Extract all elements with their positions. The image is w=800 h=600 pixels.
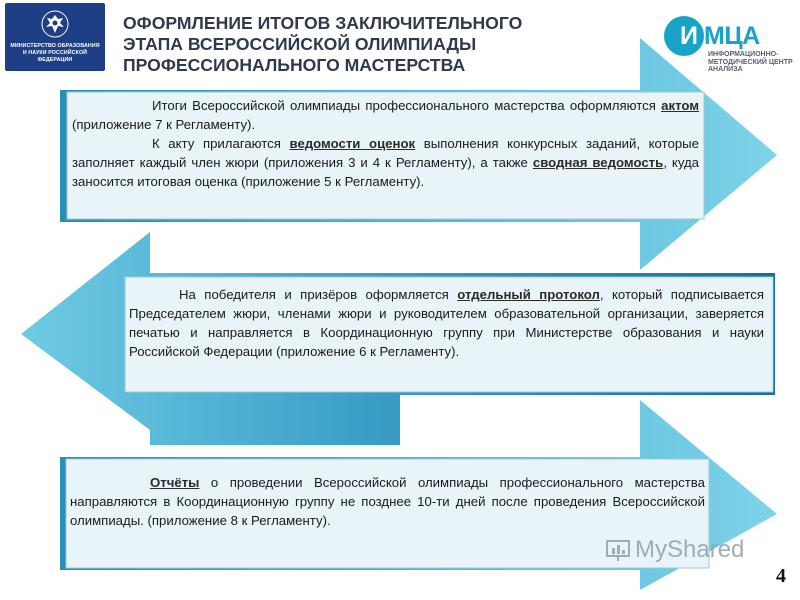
text-block-reports (70, 473, 705, 530)
paragraph (72, 134, 699, 191)
text: На победителя и призёров оформляется (179, 287, 458, 302)
imca-subtitle-line: МЕТОДИЧЕСКИЙ ЦЕНТР (708, 58, 793, 66)
text: К акту прилагаются (152, 136, 290, 151)
text-block-act (72, 96, 699, 191)
title-line: ПРОФЕССИОНАЛЬНОГО МАСТЕРСТВА (123, 55, 466, 75)
watermark (605, 536, 744, 564)
imca-subtitle-line: ИНФОРМАЦИОННО- (708, 51, 779, 58)
paragraph (72, 96, 699, 134)
paragraph (129, 285, 764, 361)
text-block-protocol (129, 285, 764, 361)
text: выполнения конкурсных заданий, которые заполняет каждый член жюри (приложения 3 и 4 к Регламенту), а также (72, 136, 699, 170)
paragraph (70, 473, 705, 530)
imca-subtitle-line: АНАЛИЗА (708, 66, 743, 73)
imca-logo-letters: МЦА (704, 22, 760, 50)
underlined-term: актом (661, 98, 699, 113)
imca-logo-letter: И (680, 22, 698, 50)
text: , который подписывается Председателем жюри, членами жюри и руководителем образовательной организации, заверяется печатью и направляется в Координационную группу при Министерстве образования и науки Российской Федерации (приложение 6 к Регламенту). (129, 287, 764, 359)
underlined-term: сводная ведомость (532, 155, 664, 170)
underlined-term: Отчёты (150, 475, 200, 490)
title-line: ЭТАПА ВСЕРОССИЙСКОЙ ОЛИМПИАДЫ (123, 34, 477, 54)
text: Итоги Всероссийской олимпиады профессионального мастерства оформляются (152, 98, 662, 113)
ministry-logo-text: МИНИСТЕРСТВО ОБРАЗОВАНИЯ И НАУКИ РОССИЙСКОЙ ФЕДЕРАЦИИ (10, 43, 100, 63)
underlined-term: отдельный протокол (457, 287, 600, 302)
presentation-icon (605, 539, 631, 563)
page-number: 4 (776, 565, 786, 587)
text: о проведении Всероссийской олимпиады профессионального мастерства направляются в Координационную группу не позднее 10-ти дней после проведения Всероссийской олимпиады. (приложение 8 к Регламенту). (70, 475, 705, 528)
text: (приложение 7 к Регламенту). (72, 117, 256, 132)
watermark-text: MyShared (635, 536, 745, 563)
underlined-term: ведомости оценок (289, 136, 416, 151)
title-line: ОФОРМЛЕНИЕ ИТОГОВ ЗАКЛЮЧИТЕЛЬНОГО (123, 13, 523, 33)
text: , куда заносится итоговая оценка (приложение 5 к Регламенту). (72, 155, 700, 189)
